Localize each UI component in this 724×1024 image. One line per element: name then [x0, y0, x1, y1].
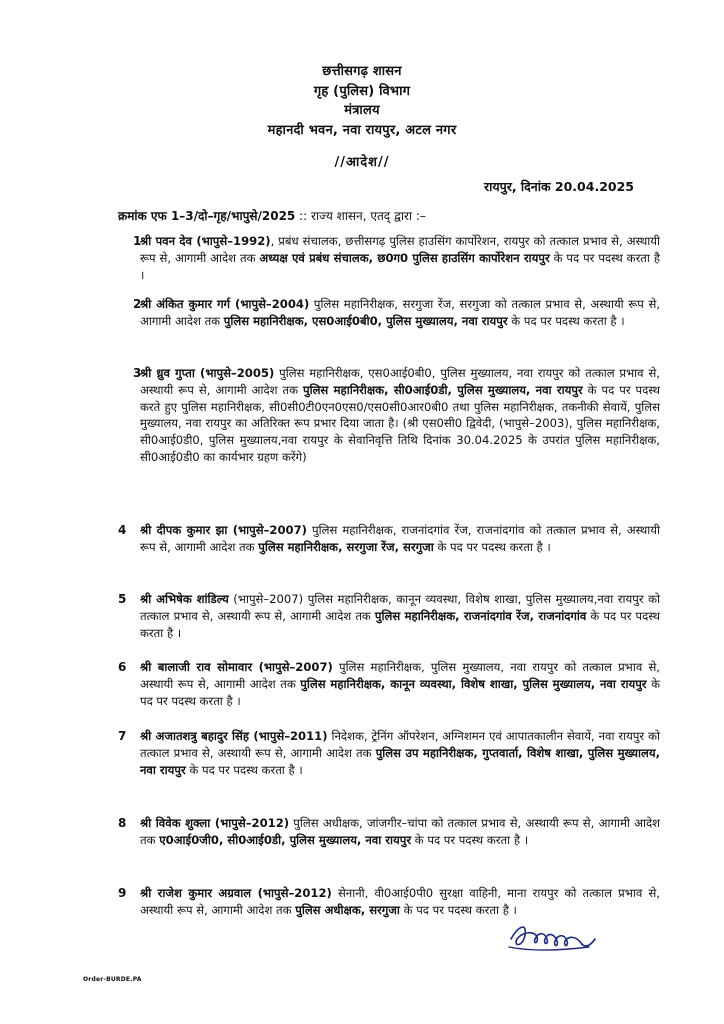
ministry-name: मंत्रालय: [344, 103, 380, 118]
item-text: के पद पर पदस्थ करता है ।: [433, 539, 551, 554]
item-number: 9: [118, 886, 127, 900]
item-number: 7: [118, 729, 127, 743]
item-text: के पद पर पदस्थ करता है ।: [140, 250, 660, 282]
order-item: [140, 659, 660, 709]
order-item: [140, 233, 660, 283]
item-bold-text: श्री पवन देव (भापुसे–1992): [140, 234, 271, 248]
order-item: [140, 815, 660, 849]
item-number: 3: [133, 366, 142, 380]
item-text: पुलिस महानिरीक्षक, सरगुजा रेंज, सरगुजा को तत्काल प्रभाव से, अस्थायी रूप से, आगामी आदेश तक: [140, 297, 660, 328]
item-bold-text: पुलिस महानिरीक्षक, राजनांदगांव रेंज, राजनांदगांव: [374, 608, 587, 623]
item-number: 6: [118, 660, 127, 674]
order-item: [140, 522, 660, 556]
signature: [505, 917, 601, 961]
item-text: के पद पर पदस्थ करते हुए पुलिस महानिरीक्षक, सी0सी0टी0एन0एस0/एस0सी0आर0बी0 तथा पुलिस महानिरीक्षक, तकनीकी सेवायें, पुलिस मुख्यालय, नवा रायपुर का अतिरिक्त रूप प्रभार दिया जाता है। (श्री एस0सी0 द्विवेदी, (भापुसे–2003), पुलिस महानिरीक्षक, सी0आई0डी0, पुलिस मुख्यालय,नवा रायपुर के सेवानिवृत्ति तिथि दिनांक 30.04.2025 के उपरांत पुलिस महानिरीक्षक, सी0आई0डी0 का कार्यभार ग्रहण करेंगे): [140, 382, 660, 464]
item-bold-text: श्री विवेक शुक्ला (भापुसे–2012): [140, 816, 290, 830]
item-bold-text: पुलिस महानिरीक्षक, कानून व्यवस्था, विशेष शाखा, पुलिस मुख्यालय, नवा रायपुर: [300, 676, 647, 691]
item-number: 2: [133, 297, 142, 311]
item-bold-text: पुलिस उप महानिरीक्षक, गुप्तवार्ता, विशेष शाखा, पुलिस मुख्यालय, नवा रायपुर: [140, 745, 661, 777]
government-name: छत्तीसगढ़ शासन: [322, 64, 402, 79]
item-text: पुलिस महानिरीक्षक, राजनांदगांव रेंज, राजनांदगांव को तत्काल प्रभाव से, अस्थायी रूप से, आगामी आदेश तक: [140, 523, 660, 554]
office-address: महानदी भवन, नवा रायपुर, अटल नगर: [267, 122, 457, 138]
item-bold-text: श्री अजातशत्रु बहादुर सिंह (भापुसे–2011): [140, 729, 328, 743]
item-text: के पद पर पदस्थ करता है ।: [140, 676, 660, 708]
item-number: 8: [118, 816, 127, 830]
item-bold-text: श्री राजेश कुमार अग्रवाल (भापुसे–2012): [140, 886, 332, 900]
item-bold-text: पुलिस अधीक्षक, सरगुजा: [295, 902, 400, 917]
letterhead: [0, 62, 724, 140]
item-bold-text: श्री बालाजी राव सोमावार (भापुसे–2007): [140, 660, 333, 674]
item-bold-text: ए0आई0जी0, सी0आई0डी, पुलिस मुख्यालय, नवा रायपुर: [159, 832, 412, 847]
item-text: (भापुसे–2007) पुलिस महानिरीक्षक, कानून व्यवस्था, विशेष शाखा, पुलिस मुख्यालय,नवा रायपुर को तत्काल प्रभाव से, अस्थायी रूप से, आगामी आदेश तक: [140, 592, 661, 623]
item-text: पुलिस महानिरीक्षक, एस0आई0बी0, पुलिस मुख्यालय, नवा रायपुर को तत्काल प्रभाव से, अस्थायी रूप से, आगामी आदेश तक: [140, 366, 660, 397]
item-bold-text: पुलिस महानिरीक्षक, सी0आई0डी, पुलिस मुख्यालय, नवा रायपुर: [302, 382, 583, 397]
item-bold-text: पुलिस महानिरीक्षक, एस0आई0बी0, पुलिस मुख्यालय, नवा रायपुर: [223, 313, 508, 328]
item-text: पुलिस अधीक्षक, जांजगीर–चांपा को तत्काल प्रभाव से, अस्थायी रूप से, आगामी आदेश तक: [140, 816, 660, 847]
item-bold-text: अध्यक्ष एवं प्रबंध संचालक, छ0ग0 पुलिस हाउसिंग कार्पोरेशन रायपुर: [259, 250, 550, 265]
order-title: //आदेश//: [334, 155, 390, 170]
item-bold-text: श्री अभिषेक शांडिल्य: [140, 592, 229, 606]
department-name: गृह (पुलिस) विभाग: [313, 83, 411, 99]
item-bold-text: श्री दीपक कुमार झा (भापुसे–2007): [140, 523, 307, 537]
order-item: [140, 591, 660, 641]
reference-text: :: राज्य शासन, एतद् द्वारा :–: [295, 209, 426, 223]
order-item: [140, 885, 660, 919]
item-number: 4: [118, 523, 127, 537]
order-item: [140, 728, 660, 778]
item-text: सेनानी, वी0आई0पी0 सुरक्षा वाहिनी, माना रायपुर को तत्काल प्रभाव से, अस्थायी रूप से, आगामी आदेश तक: [140, 886, 660, 917]
item-text: के पद पर पदस्थ करता है ।: [185, 762, 303, 777]
item-bold-text: श्री अंकित कुमार गर्ग (भापुसे–2004): [140, 297, 310, 311]
item-text: के पद पर पदस्थ करता है ।: [507, 313, 625, 328]
order-item: [140, 296, 660, 330]
signature-mark: [505, 917, 601, 957]
order-date: रायपुर, दिनांक 20.04.2025: [484, 179, 634, 194]
item-number: 5: [118, 592, 127, 606]
item-text: निदेशक, ट्रेनिंग ऑपरेशन, अग्निशमन एवं आपातकालीन सेवायें, नवा रायपुर को तत्काल प्रभाव से, अस्थायी रूप से, आगामी आदेश तक: [140, 729, 660, 760]
document-code: Order-BURDE.PA: [83, 976, 142, 983]
item-number: 1: [133, 234, 142, 248]
item-text: के पद पर पदस्थ करता है ।: [411, 832, 529, 847]
item-text: , प्रबंध संचालक, छत्तीसगढ़ पुलिस हाउसिंग कार्पोरेशन, रायपुर को तत्काल प्रभाव से, अस्थायी रूप से, आगामी आदेश तक: [140, 234, 660, 265]
reference-number: क्रमांक एफ 1–3/दो–गृह/भापुसे/2025: [118, 209, 296, 223]
item-text: के पद पर पदस्थ करता है ।: [399, 902, 517, 917]
order-item: [140, 365, 660, 466]
item-text: के पद पर पदस्थ करता है ।: [140, 608, 660, 640]
item-bold-text: श्री ध्रुव गुप्ता (भापुसे–2005): [140, 366, 275, 380]
item-bold-text: पुलिस महानिरीक्षक, सरगुजा रेंज, सरगुजा: [258, 539, 434, 554]
item-text: पुलिस महानिरीक्षक, पुलिस मुख्यालय, नवा रायपुर को तत्काल प्रभाव से, अस्थायी रूप से, आगामी आदेश तक: [140, 660, 660, 691]
reference-line: [118, 207, 426, 224]
